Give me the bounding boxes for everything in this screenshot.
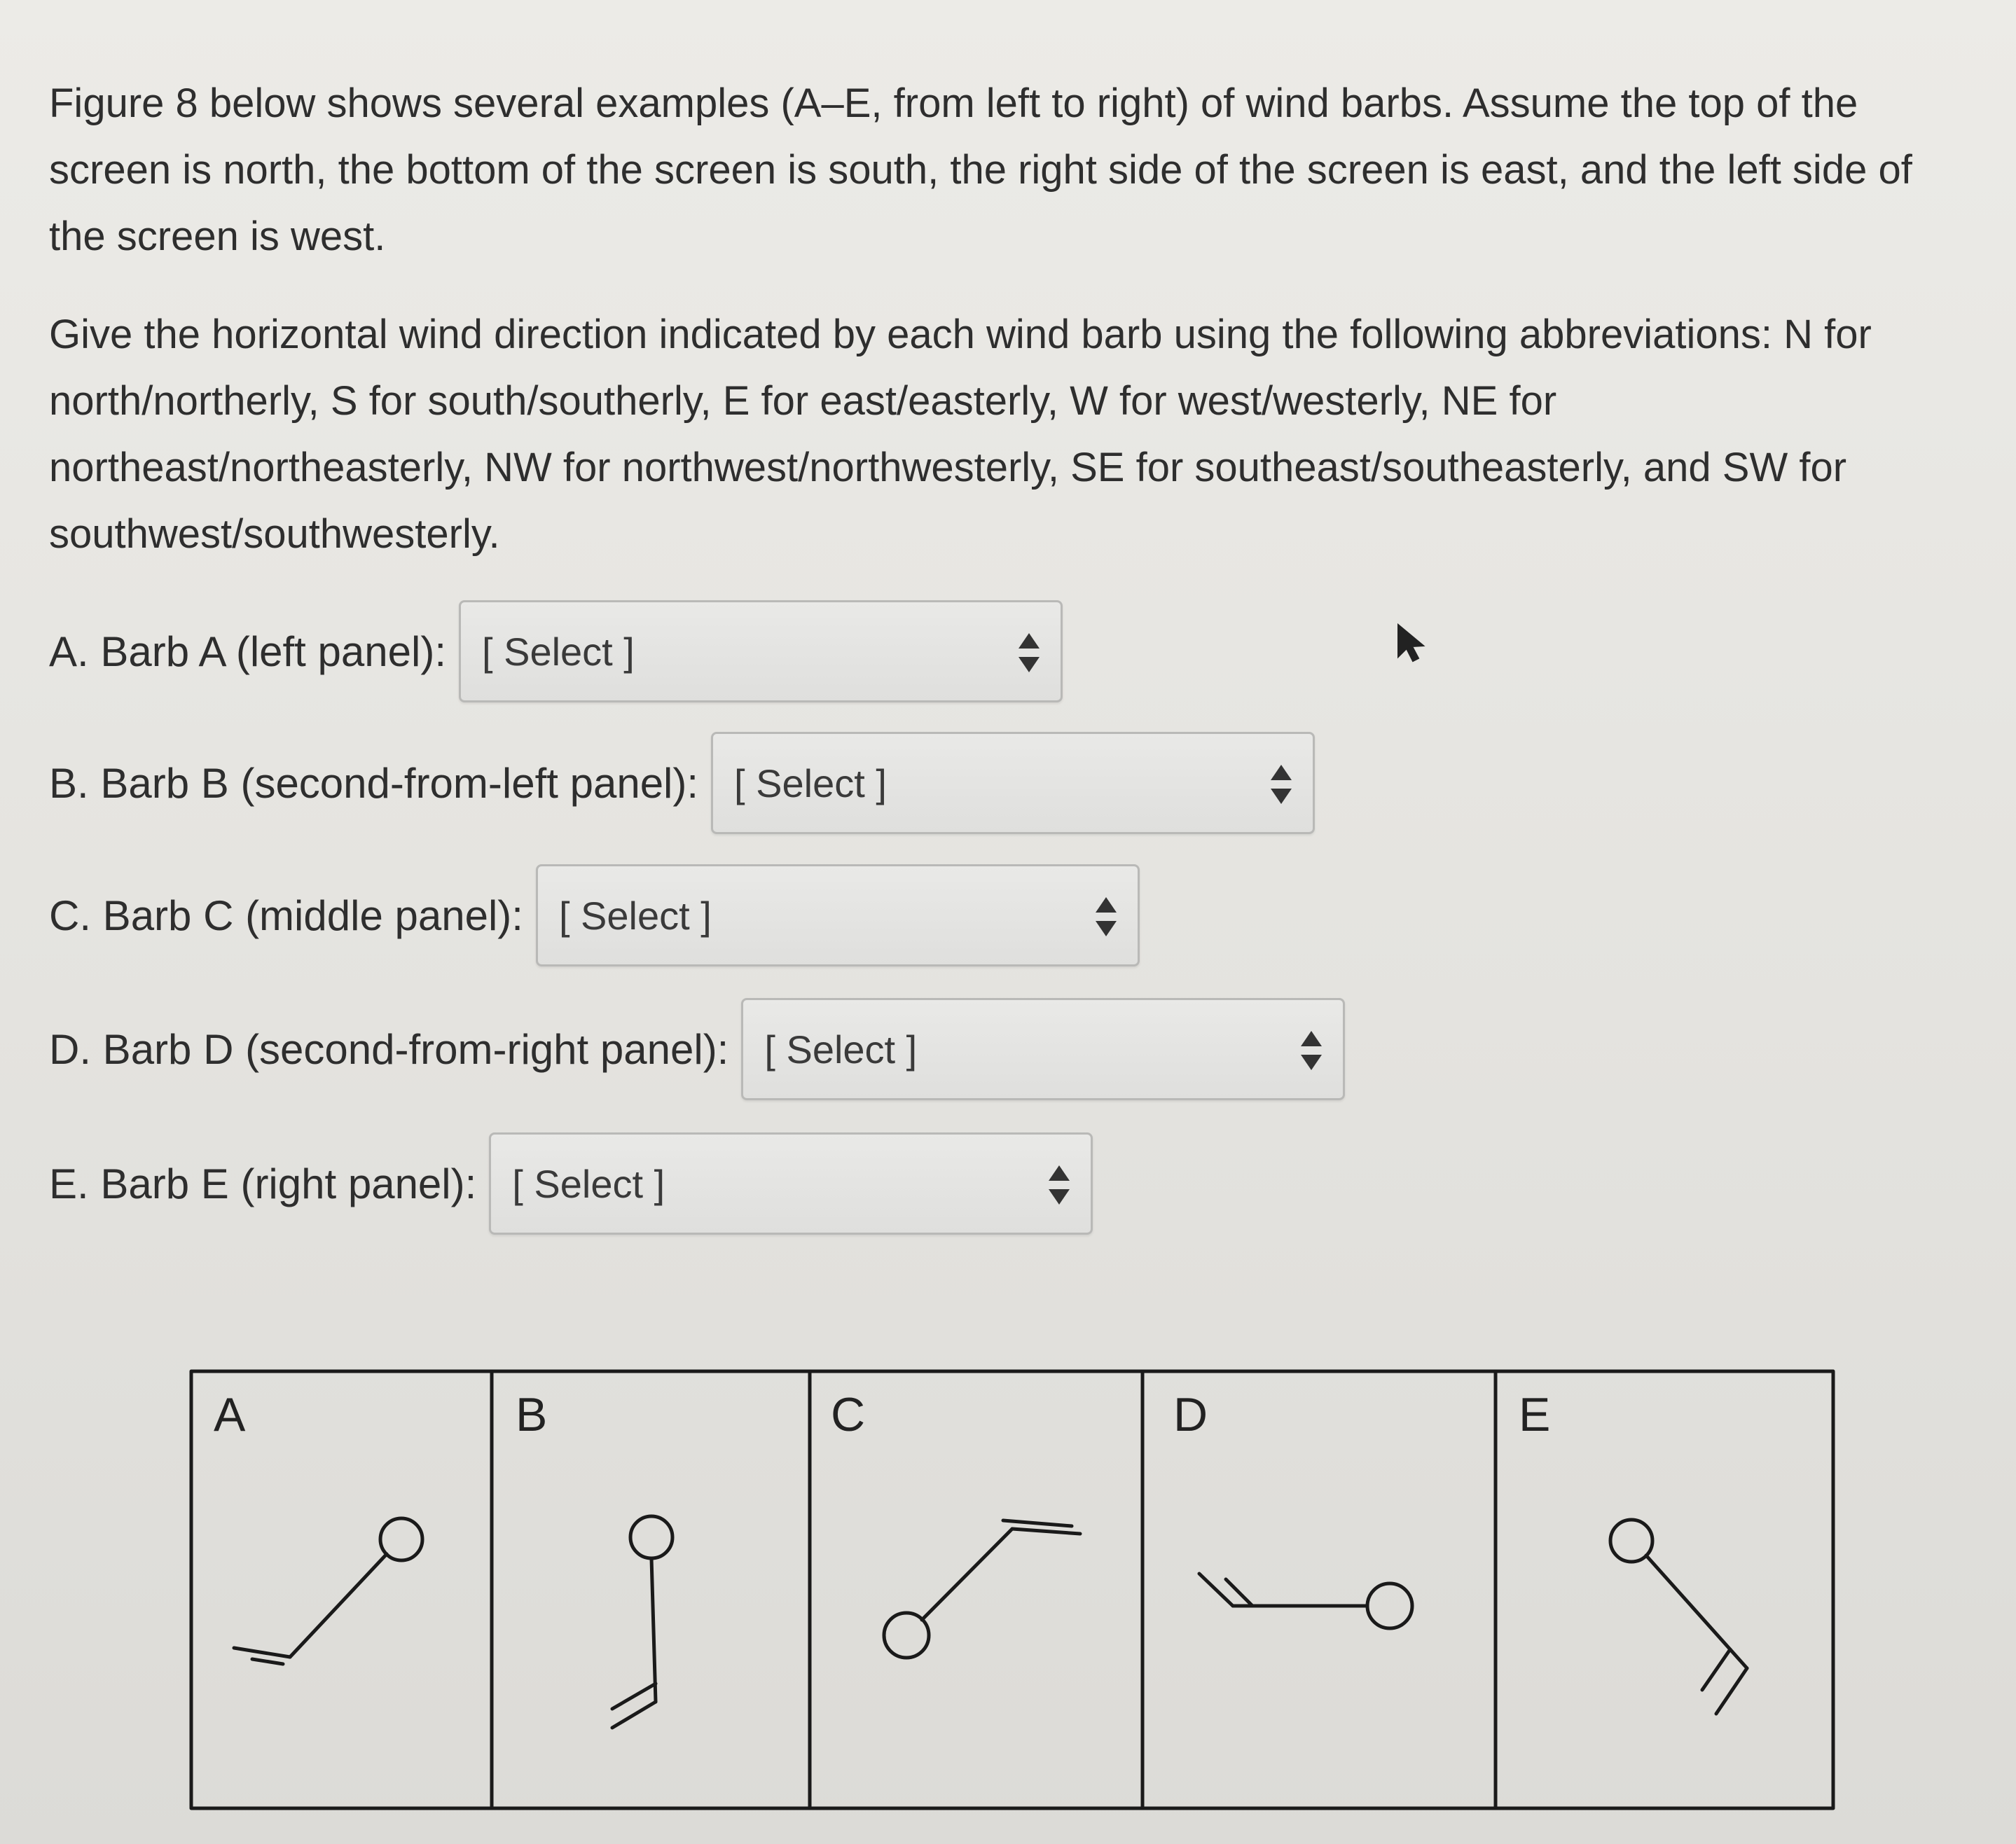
barb-d-select[interactable]: [741, 998, 1345, 1100]
figure-frame: [191, 1371, 1833, 1808]
panel-label-a: A: [214, 1388, 246, 1441]
barb-d-select-value: [ Select ]: [764, 1027, 918, 1072]
question-b-row: [49, 730, 1315, 836]
up-down-arrows-icon: [1269, 762, 1293, 807]
barb-c-select[interactable]: [536, 864, 1140, 966]
wind-barb-figure: [189, 1369, 1835, 1810]
panel-label-b: B: [516, 1388, 548, 1441]
panel-label-e: E: [1519, 1388, 1551, 1441]
up-down-arrows-icon: [1094, 894, 1118, 939]
question-a-row: [49, 599, 1063, 704]
barb-b-select-value: [ Select ]: [734, 761, 887, 805]
barb-e-select-value: [ Select ]: [512, 1162, 665, 1206]
question-a-label: A. Barb A (left panel):: [49, 628, 446, 675]
barb-c-select-value: [ Select ]: [558, 894, 712, 938]
up-down-arrows-icon: [1017, 630, 1041, 675]
barb-a-select-value: [ Select ]: [481, 630, 635, 674]
question-e-label: E. Barb E (right panel):: [49, 1160, 477, 1207]
question-c-row: [49, 863, 1140, 968]
intro-paragraph: Figure 8 below shows several examples (A–E, from left to right) of wind barbs. Assume the top of the screen is north, the bottom of the screen is south, the right side of the screen is east, and the left side of the screen is west.: [49, 81, 1912, 259]
instructions-paragraph: Give the horizontal wind direction indicated by each wind barb using the following abbreviations: N for north/northerly, S for south/southerly, E for east/easterly, W for west/westerly, NE for northeast/northeasterly, NW for northwest/northwesterly, SE for southeast/southeasterly, and SW for southwest/southwesterly.: [49, 312, 1872, 557]
panel-label-c: C: [831, 1388, 866, 1441]
question-d-label: D. Barb D (second-from-right panel):: [49, 1025, 729, 1073]
question-c-label: C. Barb C (middle panel):: [49, 892, 523, 939]
question-d-row: [49, 997, 1345, 1102]
up-down-arrows-icon: [1299, 1028, 1323, 1073]
wind-barb-c: [884, 1520, 1080, 1658]
wind-barb-e: [1610, 1520, 1747, 1714]
mouse-pointer-icon: [1394, 622, 1429, 664]
wind-barb-a: [234, 1518, 422, 1664]
wind-barb-d: [1199, 1574, 1412, 1628]
question-e-row: [49, 1131, 1093, 1236]
question-b-label: B. Barb B (second-from-left panel):: [49, 759, 699, 807]
up-down-arrows-icon: [1047, 1163, 1071, 1207]
barb-b-select[interactable]: [711, 732, 1315, 834]
barb-a-select[interactable]: [459, 600, 1063, 702]
barb-e-select[interactable]: [489, 1132, 1093, 1235]
panel-label-d: D: [1173, 1388, 1208, 1441]
wind-barb-b: [612, 1516, 672, 1728]
